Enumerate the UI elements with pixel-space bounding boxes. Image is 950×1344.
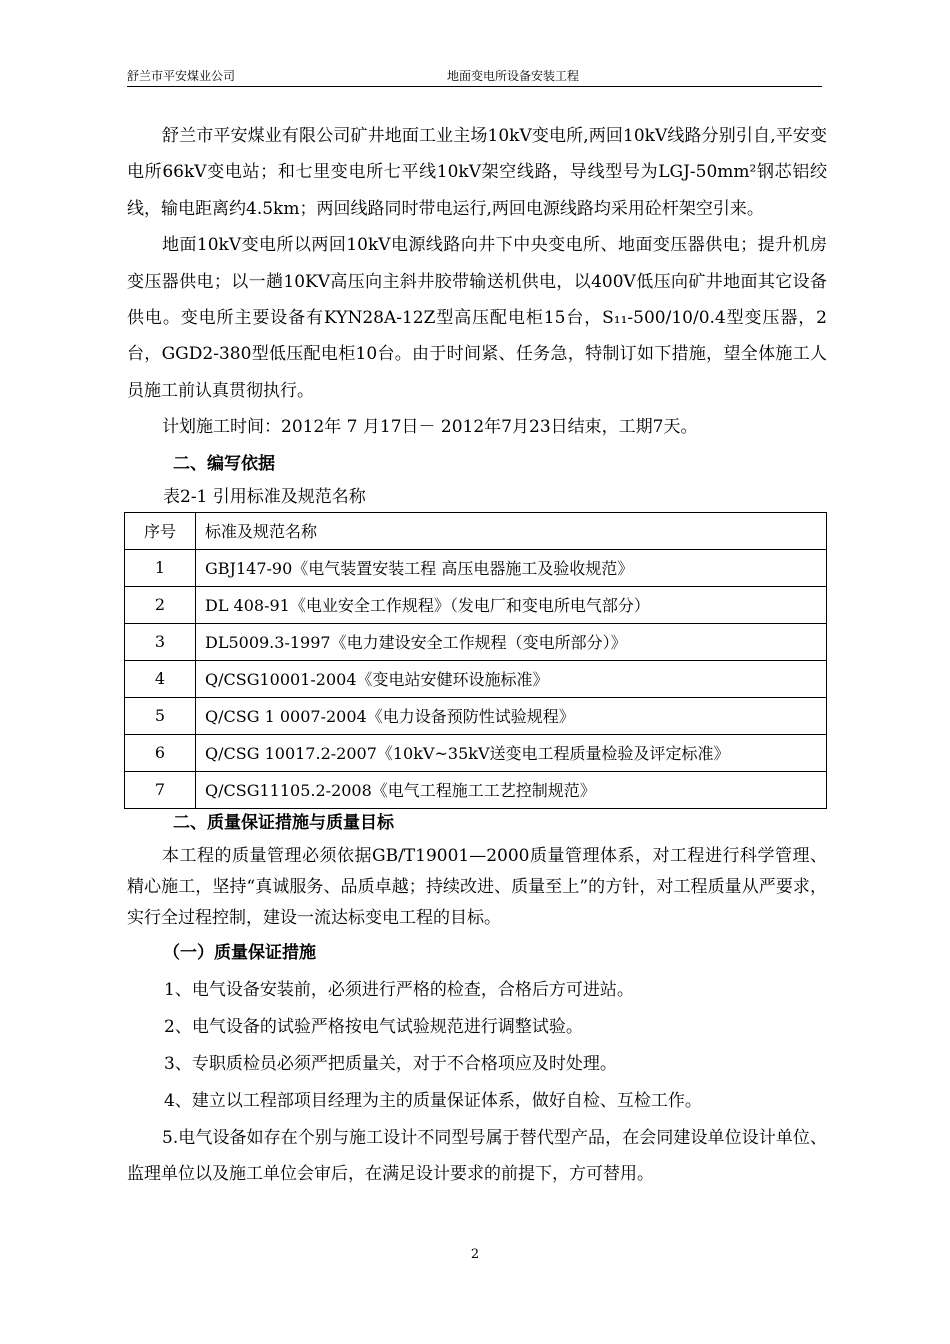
measure-item-1: 1、电气设备安装前，必须进行严格的检查，合格后方可进站。 <box>164 979 634 1000</box>
row-number: 1 <box>125 549 196 586</box>
header-project: 地面变电所设备安装工程 <box>447 69 580 83</box>
row-number: 4 <box>125 660 196 697</box>
page-number: 2 <box>470 1247 480 1262</box>
document-body <box>127 118 827 1192</box>
section-heading-basis: 二、编写依据 <box>173 453 275 474</box>
row-number: 5 <box>125 697 196 734</box>
row-standard-name: Q/CSG 1 0007-2004《电力设备预防性试验规程》 <box>196 697 827 734</box>
table-row <box>125 586 827 623</box>
intro-paragraph-2: 地面10kV变电所以两回10kV电源线路向井下中央变电所、地面变压器供电；提升机房变压器供电；以一趟10KV高压向主斜井胶带输送机供电，以400V低压向矿井地面其它设备供电。变电所主要设备有KYN28A-12Z型高压配电柜15台，S₁₁-500/10/0.4型变压器，2台，GGD2-380型低压配电柜10台。由于时间紧、任务急，特制订如下措施，望全体施工人员施工前认真贯彻执行。 <box>127 235 827 401</box>
sub-heading-measures: （一）质量保证措施 <box>163 942 316 963</box>
table-caption: 表2-1 引用标准及规范名称 <box>163 486 366 507</box>
table-row <box>125 660 827 697</box>
page-header <box>127 66 822 87</box>
section-heading-quality: 二、质量保证措施与质量目标 <box>173 812 394 833</box>
measure-item-5: 5.电气设备如存在个别与施工设计不同型号属于替代型产品，在会同建设单位设计单位、监理单位以及施工单位会审后，在满足设计要求的前提下，方可替用。 <box>127 1127 827 1184</box>
header-company: 舒兰市平安煤业公司 <box>127 69 236 83</box>
measure-item-3: 3、专职质检员必须严把质量关，对于不合格项应及时处理。 <box>164 1053 617 1074</box>
schedule-paragraph: 计划施工时间：2012年 7 月17日－ 2012年7月23日结束，工期7天。 <box>162 417 698 438</box>
row-standard-name: DL5009.3-1997《电力建设安全工作规程（变电所部分）》 <box>196 623 827 660</box>
row-standard-name: GBJ147-90《电气装置安装工程 高压电器施工及验收规范》 <box>196 549 827 586</box>
table-row <box>125 697 827 734</box>
quality-paragraph: 本工程的质量管理必须依据GB/T19001—2000质量管理体系，对工程进行科学管理、精心施工，坚持“真诚服务、品质卓越；持续改进、质量至上”的方针，对工程质量从严要求，实行全过程控制，建设一流达标变电工程的目标。 <box>127 845 827 928</box>
standards-table <box>124 512 827 809</box>
intro-paragraph-1: 舒兰市平安煤业有限公司矿井地面工业主场10kV变电所,两回10kV线路分别引自,平安变电所66kV变电站；和七里变电所七平线10kV架空线路，导线型号为LGJ-50mm²钢芯铝绞线，输电距离约4.5km；两回线路同时带电运行,两回电源线路均采用砼杆架空引来。 <box>127 126 827 219</box>
table-header-row <box>125 512 827 549</box>
table-row <box>125 623 827 660</box>
measure-item-2: 2、电气设备的试验严格按电气试验规范进行调整试验。 <box>164 1016 583 1037</box>
table-row <box>125 734 827 771</box>
row-number: 2 <box>125 586 196 623</box>
row-number: 7 <box>125 771 196 808</box>
row-standard-name: Q/CSG10001-2004《变电站安健环设施标准》 <box>196 660 827 697</box>
row-standard-name: Q/CSG 10017.2-2007《10kV~35kV送变电工程质量检验及评定标准》 <box>196 734 827 771</box>
column-header-name: 标准及规范名称 <box>196 512 827 549</box>
table-row <box>125 549 827 586</box>
row-number: 3 <box>125 623 196 660</box>
row-standard-name: Q/CSG11105.2-2008《电气工程施工工艺控制规范》 <box>196 771 827 808</box>
row-standard-name: DL 408-91《电业安全工作规程》（发电厂和变电所电气部分） <box>196 586 827 623</box>
column-header-no: 序号 <box>125 512 196 549</box>
measure-item-4: 4、建立以工程部项目经理为主的质量保证体系，做好自检、互检工作。 <box>164 1090 702 1111</box>
row-number: 6 <box>125 734 196 771</box>
table-row <box>125 771 827 808</box>
